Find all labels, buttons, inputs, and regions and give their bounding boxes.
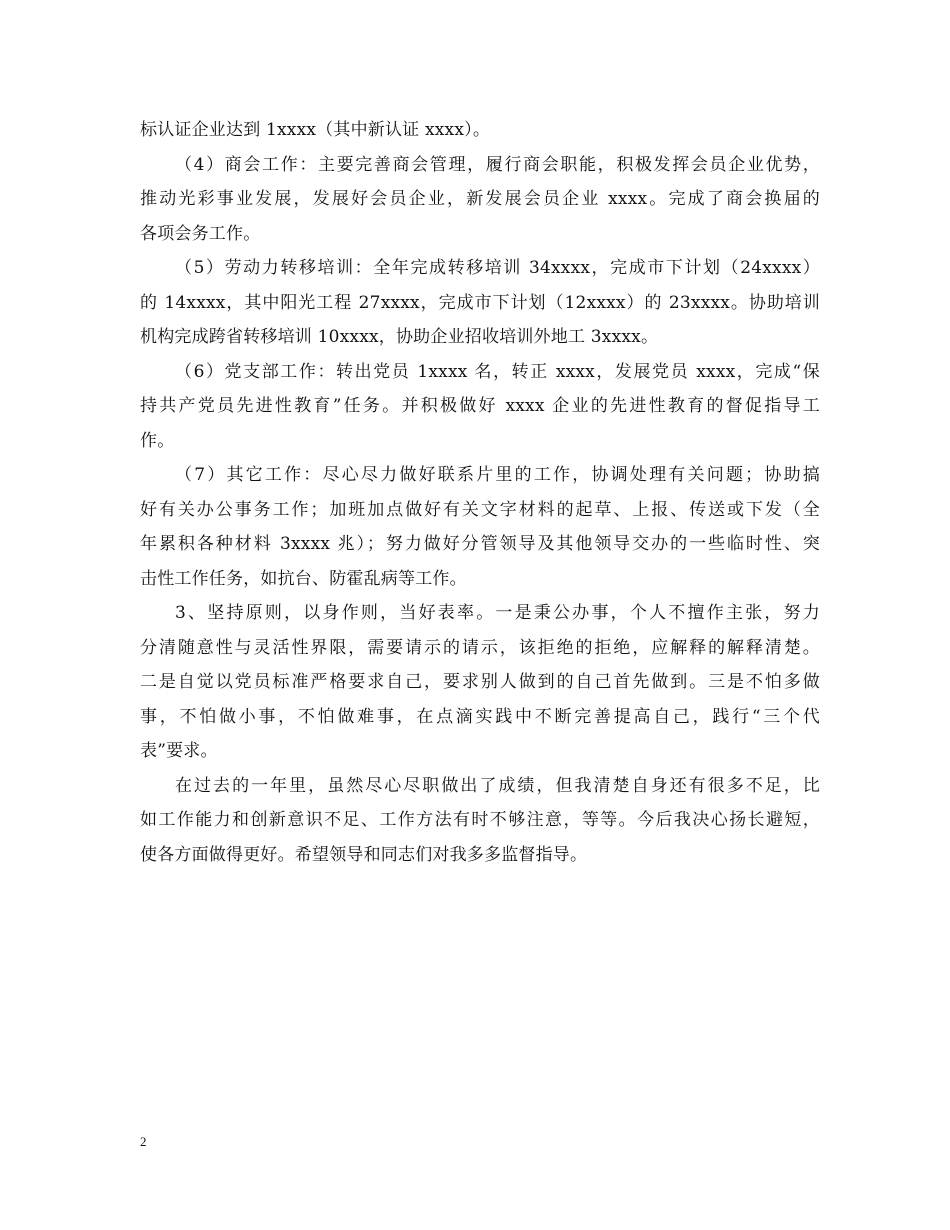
text-line: 的 14xxxx，其中阳光工程 27xxxx，完成市下计划（12xxxx）的 23xxxx。协助培训	[140, 292, 820, 313]
text-line: 标认证企业达到 1xxxx（其中新认证 xxxx）。	[140, 120, 491, 140]
text-line: 二是自觉以党员标准严格要求自己，要求别人做到的自己首先做到。三是不怕多做	[140, 672, 820, 692]
paragraph-p7	[140, 458, 820, 596]
paragraph-p-cont	[140, 113, 820, 148]
paragraph-p8	[140, 596, 820, 769]
text-line: 好有关办公事务工作；加班加点做好有关文字材料的起草、上报、传送或下发（全	[140, 499, 820, 520]
text-line: 持共产党员先进性教育”任务。并积极做好 xxxx 企业的先进性教育的督促指导工	[140, 396, 820, 416]
text-line: （5）劳动力转移培训：全年完成转移培训 34xxxx，完成市下计划（24xxxx）	[175, 258, 820, 278]
text-line: 年累积各种材料 3xxxx 兆）；努力做好分管领导及其他领导交办的一些临时性、突	[140, 534, 820, 554]
text-line: 击性工作任务，如抗台、防霍乱病等工作。	[140, 568, 467, 589]
document-body	[140, 113, 820, 872]
text-line: 各项会务工作。	[140, 223, 261, 244]
paragraph-p5	[140, 251, 820, 355]
text-line: （7）其它工作：尽心尽力做好联系片里的工作，协调处理有关问题；协助搞	[175, 465, 820, 485]
text-line: 3、坚持原则，以身作则，当好表率。一是秉公办事，个人不擅作主张，努力	[175, 603, 820, 623]
paragraph-p6	[140, 355, 820, 459]
text-line: 使各方面做得更好。希望领导和同志们对我多多监督指导。	[140, 844, 588, 865]
text-line: 分清随意性与灵活性界限，需要请示的请示，该拒绝的拒绝，应解释的解释清楚。	[140, 637, 820, 658]
text-line: 推动光彩事业发展，发展好会员企业，新发展会员企业 xxxx。完成了商会换届的	[140, 189, 820, 209]
page-number: 2	[140, 1134, 147, 1149]
paragraph-p9	[140, 769, 820, 873]
text-line: 在过去的一年里，虽然尽心尽职做出了成绩，但我清楚自身还有很多不足，比	[175, 775, 820, 796]
text-line: 表”要求。	[140, 741, 218, 761]
text-line: 事，不怕做小事，不怕做难事，在点滴实践中不断完善提高自己，践行“三个代	[140, 706, 820, 727]
paragraph-p4	[140, 148, 820, 252]
text-line: 作。	[140, 430, 175, 451]
text-line: （6）党支部工作：转出党员 1xxxx 名，转正 xxxx，发展党员 xxxx，完成“保	[175, 361, 820, 382]
text-line: 机构完成跨省转移培训 10xxxx，协助企业招收培训外地工 3xxxx。	[140, 327, 659, 347]
text-line: 如工作能力和创新意识不足、工作方法有时不够注意，等等。今后我决心扬长避短，	[140, 810, 820, 830]
text-line: （4）商会工作：主要完善商会管理，履行商会职能，积极发挥会员企业优势，	[175, 154, 820, 175]
